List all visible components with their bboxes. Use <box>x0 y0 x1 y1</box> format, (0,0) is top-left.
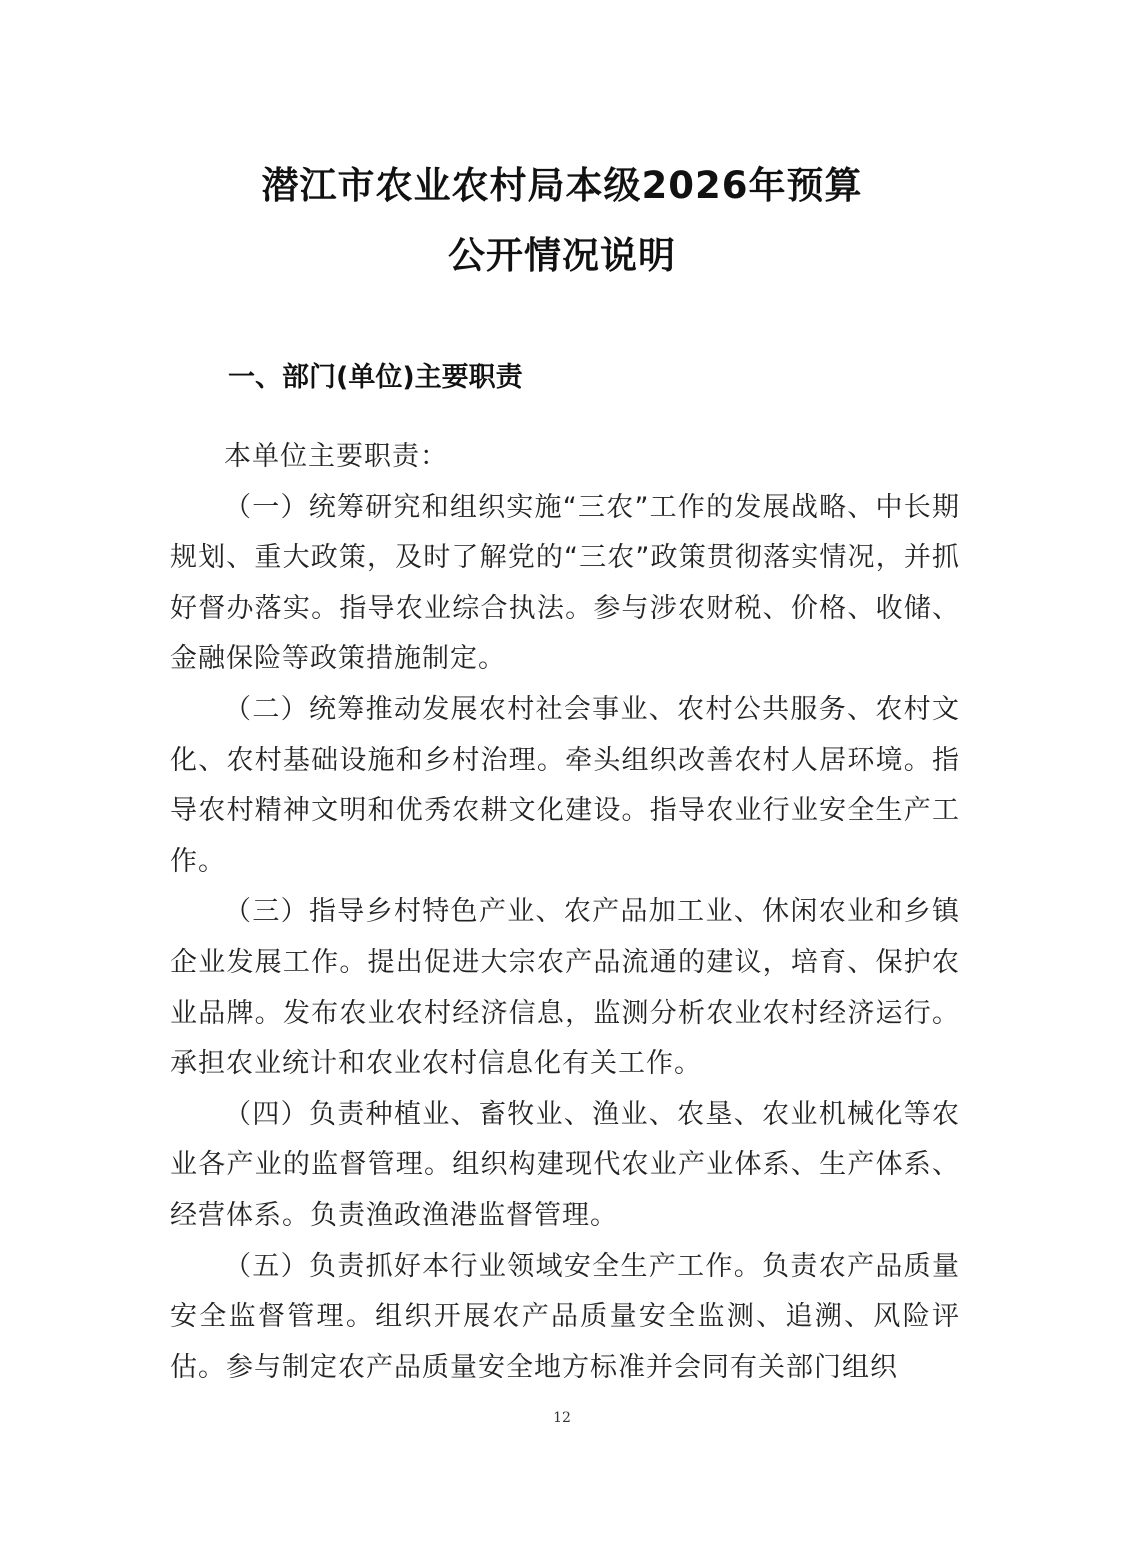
paragraph-duty-5: （五）负责抓好本行业领域安全生产工作。负责农产品质量安全监督管理。组织开展农产品质量安全监测、追溯、风险评估。参与制定农产品质量安全地方标准并会同有关部门组织 <box>170 1250 960 1383</box>
section-heading: 一、部门(单位)主要职责 <box>228 362 523 393</box>
paragraph-duty-3: （三）指导乡村特色产业、农产品加工业、休闲农业和乡镇企业发展工作。提出促进大宗农产品流通的建议，培育、保护农业品牌。发布农业农村经济信息，监测分析农业农村经济运行。承担农业统计和农业农村信息化有关工作。 <box>170 896 960 1080</box>
document-title-line-1: 潜江市农业农村局本级2026年预算 <box>261 164 863 207</box>
paragraph-duty-2: （二）统筹推动发展农村社会事业、农村公共服务、农村文化、农村基础设施和乡村治理。牵头组织改善农村人居环境。指导农村精神文明和优秀农耕文化建设。指导农业行业安全生产工作。 <box>170 693 960 877</box>
paragraph-intro: 本单位主要职责： <box>224 441 448 472</box>
body-text <box>170 432 960 1393</box>
paragraph-duty-1: （一）统筹研究和组织实施“三农”工作的发展战略、中长期规划、重大政策，及时了解党的“三农”政策贯彻落实情况，并抓好督办落实。指导农业综合执法。参与涉农财税、价格、收储、金融保险等政策措施制定。 <box>170 491 960 675</box>
document-title-line-2: 公开情况说明 <box>448 234 676 277</box>
page-number: 12 <box>553 1410 571 1426</box>
paragraph-duty-4: （四）负责种植业、畜牧业、渔业、农垦、农业机械化等农业各产业的监督管理。组织构建现代农业产业体系、生产体系、经营体系。负责渔政渔港监督管理。 <box>170 1098 960 1231</box>
